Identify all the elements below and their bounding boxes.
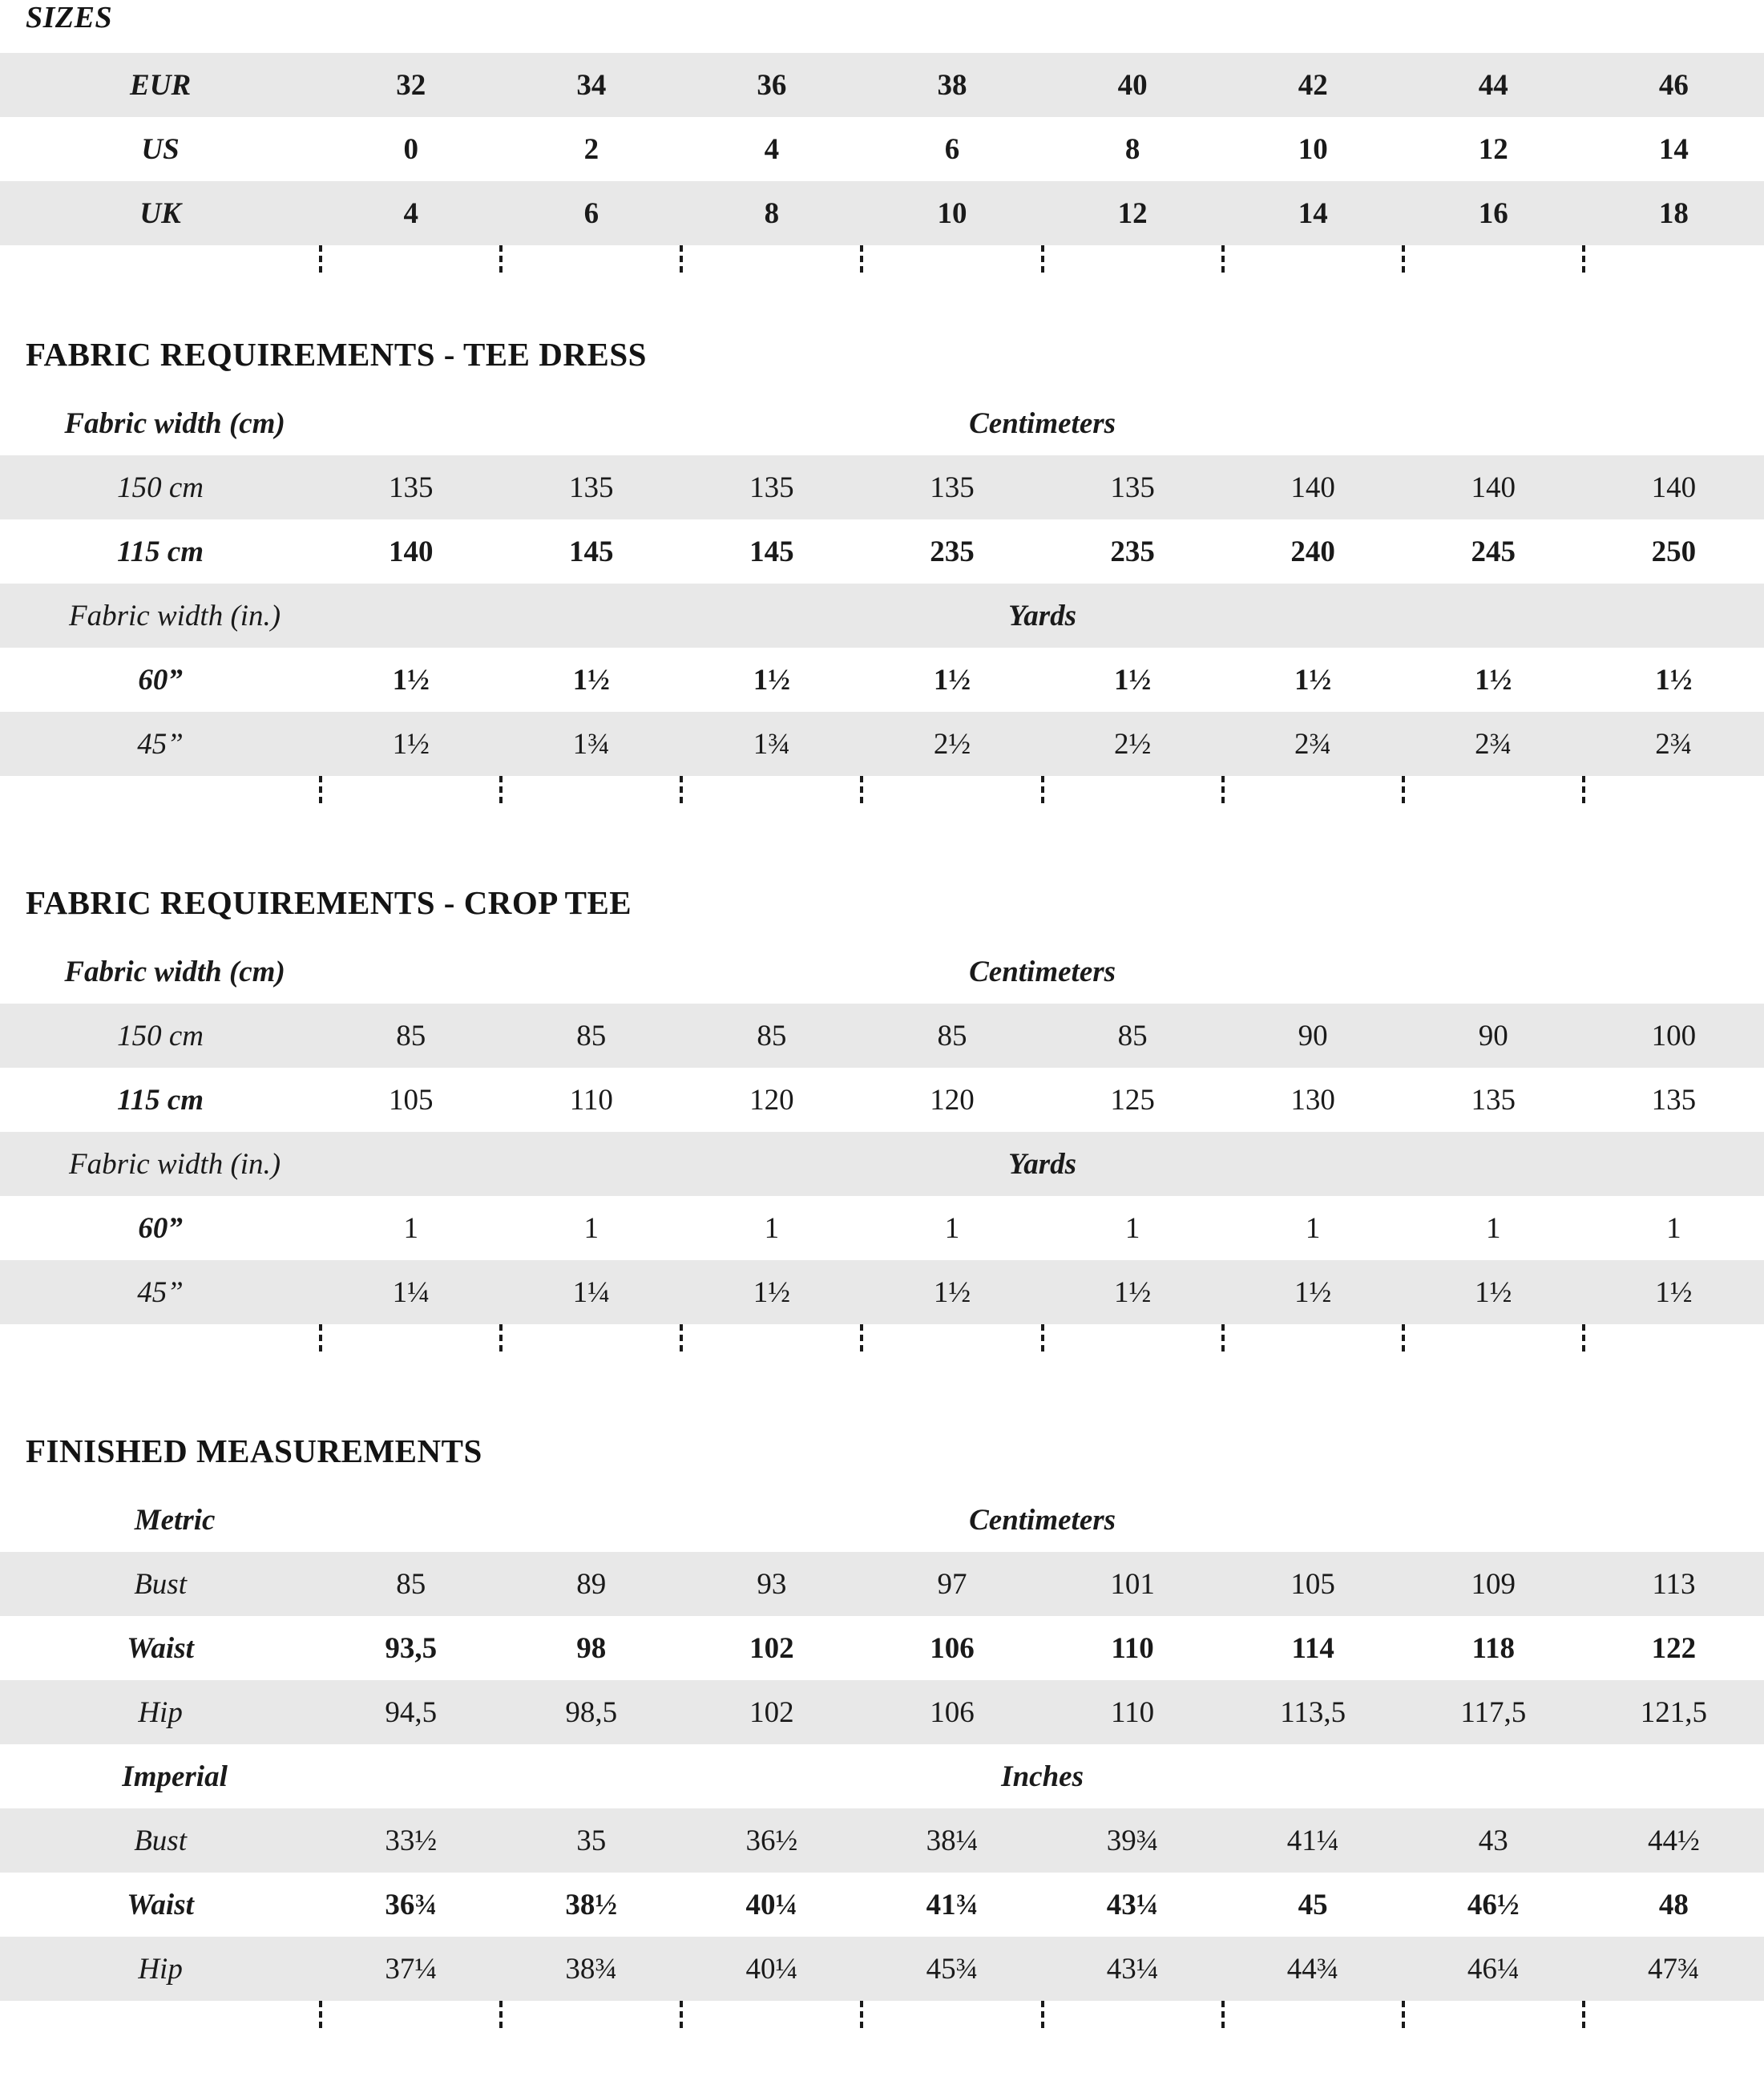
- cell: 102: [681, 1616, 862, 1680]
- row-label: Waist: [0, 1873, 321, 1937]
- cell: 140: [321, 519, 501, 584]
- row-label: Bust: [0, 1808, 321, 1873]
- tail-cell: [681, 1324, 862, 1352]
- row-label: UK: [0, 181, 321, 245]
- cell: 0: [321, 117, 501, 181]
- table-subhead-row: [0, 939, 1764, 1004]
- cell: 38¾: [501, 1937, 681, 2001]
- cell: 118: [1403, 1616, 1584, 1680]
- cell: 4: [321, 181, 501, 245]
- cell: 100: [1584, 1004, 1764, 1068]
- cell: 135: [321, 455, 501, 519]
- cell: 117,5: [1403, 1680, 1584, 1744]
- row-label: 45”: [0, 712, 321, 776]
- table-row: [0, 1196, 1764, 1260]
- cell: 1½: [1584, 648, 1764, 712]
- cell: 109: [1403, 1552, 1584, 1616]
- cell: 16: [1403, 181, 1584, 245]
- row-label: US: [0, 117, 321, 181]
- cell: 98: [501, 1616, 681, 1680]
- cell: 1½: [681, 648, 862, 712]
- cell: 90: [1223, 1004, 1403, 1068]
- cell: 135: [862, 455, 1042, 519]
- tail-cell: [1223, 1324, 1403, 1352]
- cell: 2½: [862, 712, 1042, 776]
- cell: 2½: [1043, 712, 1223, 776]
- fabric-crop-tee-table: [0, 939, 1764, 1352]
- cell: 1½: [321, 648, 501, 712]
- cell: 85: [321, 1004, 501, 1068]
- table-row: [0, 53, 1764, 117]
- cell: 35: [501, 1808, 681, 1873]
- cell: 105: [1223, 1552, 1403, 1616]
- cell: 135: [681, 455, 862, 519]
- tail-cell: [1403, 245, 1584, 273]
- cell: 34: [501, 53, 681, 117]
- cell: 40: [1043, 53, 1223, 117]
- cell: 36½: [681, 1808, 862, 1873]
- tail-cell: [1403, 2001, 1584, 2028]
- tail-cell: [1403, 776, 1584, 803]
- row-label: 115 cm: [0, 1068, 321, 1132]
- tail-cell: [501, 2001, 681, 2028]
- cell: 85: [862, 1004, 1042, 1068]
- row-label: 115 cm: [0, 519, 321, 584]
- cell: 140: [1403, 455, 1584, 519]
- tail-cell: [1584, 776, 1764, 803]
- subhead-unit: Yards: [321, 1132, 1764, 1196]
- cell: 6: [862, 117, 1042, 181]
- table-row: [0, 1937, 1764, 2001]
- table-row: [0, 1680, 1764, 1744]
- cell: 120: [862, 1068, 1042, 1132]
- row-label: Waist: [0, 1616, 321, 1680]
- row-label: 150 cm: [0, 1004, 321, 1068]
- table-tail: [0, 245, 1764, 273]
- tail-cell: [501, 1324, 681, 1352]
- cell: 1¾: [501, 712, 681, 776]
- cell: 44¾: [1223, 1937, 1403, 2001]
- subhead-label: Fabric width (in.): [0, 1132, 321, 1196]
- cell: 42: [1223, 53, 1403, 117]
- table-row: [0, 1873, 1764, 1937]
- row-label: 60”: [0, 1196, 321, 1260]
- cell: 38½: [501, 1873, 681, 1937]
- cell: 41¾: [862, 1873, 1042, 1937]
- cell: 8: [1043, 117, 1223, 181]
- tail-cell: [862, 776, 1042, 803]
- cell: 1½: [1223, 1260, 1403, 1324]
- cell: 140: [1223, 455, 1403, 519]
- tail-cell: [1584, 245, 1764, 273]
- cell: 1: [501, 1196, 681, 1260]
- cell: 41¼: [1223, 1808, 1403, 1873]
- cell: 10: [1223, 117, 1403, 181]
- subhead-label: Fabric width (cm): [0, 391, 321, 455]
- cell: 85: [681, 1004, 862, 1068]
- cell: 36: [681, 53, 862, 117]
- cell: 98,5: [501, 1680, 681, 1744]
- tail-cell: [1043, 2001, 1223, 2028]
- subhead-label: Metric: [0, 1488, 321, 1552]
- cell: 140: [1584, 455, 1764, 519]
- cell: 1½: [1043, 648, 1223, 712]
- cell: 85: [501, 1004, 681, 1068]
- tail-cell: [321, 2001, 501, 2028]
- cell: 36¾: [321, 1873, 501, 1937]
- cell: 8: [681, 181, 862, 245]
- subhead-unit: Yards: [321, 584, 1764, 648]
- cell: 37¼: [321, 1937, 501, 2001]
- tail-cell: [501, 776, 681, 803]
- table-row: [0, 1616, 1764, 1680]
- cell: 114: [1223, 1616, 1403, 1680]
- cell: 12: [1043, 181, 1223, 245]
- cell: 85: [1043, 1004, 1223, 1068]
- subhead-unit: Centimeters: [321, 391, 1764, 455]
- cell: 1½: [862, 1260, 1042, 1324]
- table-subhead-row: [0, 391, 1764, 455]
- row-label: Hip: [0, 1937, 321, 2001]
- tail-cell: [0, 1324, 321, 1352]
- cell: 102: [681, 1680, 862, 1744]
- cell: 101: [1043, 1552, 1223, 1616]
- cell: 1: [862, 1196, 1042, 1260]
- cell: 1½: [1403, 1260, 1584, 1324]
- cell: 1: [1584, 1196, 1764, 1260]
- cell: 2¾: [1403, 712, 1584, 776]
- subhead-label: Fabric width (in.): [0, 584, 321, 648]
- cell: 44: [1403, 53, 1584, 117]
- table-tail: [0, 2001, 1764, 2028]
- section-title-sizes: SIZES: [26, 1, 113, 34]
- cell: 1½: [681, 1260, 862, 1324]
- subhead-unit: Centimeters: [321, 939, 1764, 1004]
- cell: 235: [1043, 519, 1223, 584]
- cell: 110: [1043, 1680, 1223, 1744]
- table-row: [0, 455, 1764, 519]
- fabric-tee-dress-table: [0, 391, 1764, 803]
- tail-cell: [321, 1324, 501, 1352]
- cell: 2¾: [1223, 712, 1403, 776]
- cell: 106: [862, 1680, 1042, 1744]
- cell: 1: [1043, 1196, 1223, 1260]
- cell: 40¼: [681, 1873, 862, 1937]
- cell: 240: [1223, 519, 1403, 584]
- cell: 90: [1403, 1004, 1584, 1068]
- cell: 48: [1584, 1873, 1764, 1937]
- cell: 1½: [1403, 648, 1584, 712]
- cell: 1½: [862, 648, 1042, 712]
- cell: 1½: [501, 648, 681, 712]
- tail-cell: [1043, 1324, 1223, 1352]
- cell: 94,5: [321, 1680, 501, 1744]
- cell: 250: [1584, 519, 1764, 584]
- tail-cell: [1043, 245, 1223, 273]
- tail-cell: [1223, 776, 1403, 803]
- cell: 12: [1403, 117, 1584, 181]
- cell: 14: [1584, 117, 1764, 181]
- cell: 32: [321, 53, 501, 117]
- cell: 33½: [321, 1808, 501, 1873]
- section-title-fabric-tee-dress: FABRIC REQUIREMENTS - TEE DRESS: [26, 336, 647, 373]
- table-row: [0, 648, 1764, 712]
- cell: 1¼: [321, 1260, 501, 1324]
- cell: 135: [1403, 1068, 1584, 1132]
- cell: 120: [681, 1068, 862, 1132]
- cell: 235: [862, 519, 1042, 584]
- tail-cell: [862, 245, 1042, 273]
- cell: 1: [681, 1196, 862, 1260]
- tail-cell: [681, 2001, 862, 2028]
- tail-cell: [1584, 2001, 1764, 2028]
- cell: 105: [321, 1068, 501, 1132]
- cell: 245: [1403, 519, 1584, 584]
- cell: 1½: [1043, 1260, 1223, 1324]
- section-title-finished-measurements: FINISHED MEASUREMENTS: [26, 1432, 482, 1469]
- cell: 14: [1223, 181, 1403, 245]
- table-subhead-row: [0, 1132, 1764, 1196]
- sizes-table: [0, 53, 1764, 273]
- cell: 122: [1584, 1616, 1764, 1680]
- cell: 39¾: [1043, 1808, 1223, 1873]
- cell: 113: [1584, 1552, 1764, 1616]
- cell: 6: [501, 181, 681, 245]
- tail-cell: [0, 245, 321, 273]
- tail-cell: [681, 776, 862, 803]
- tail-cell: [321, 776, 501, 803]
- tail-cell: [1223, 245, 1403, 273]
- cell: 10: [862, 181, 1042, 245]
- finished-measurements-table: [0, 1488, 1764, 2028]
- cell: 97: [862, 1552, 1042, 1616]
- cell: 40¼: [681, 1937, 862, 2001]
- cell: 45¾: [862, 1937, 1042, 2001]
- cell: 1: [1403, 1196, 1584, 1260]
- cell: 113,5: [1223, 1680, 1403, 1744]
- tail-cell: [1584, 1324, 1764, 1352]
- cell: 89: [501, 1552, 681, 1616]
- section-title-fabric-crop-tee: FABRIC REQUIREMENTS - CROP TEE: [26, 884, 632, 921]
- table-row: [0, 519, 1764, 584]
- cell: 43¼: [1043, 1937, 1223, 2001]
- cell: 45: [1223, 1873, 1403, 1937]
- cell: 46½: [1403, 1873, 1584, 1937]
- cell: 110: [501, 1068, 681, 1132]
- cell: 85: [321, 1552, 501, 1616]
- row-label: 60”: [0, 648, 321, 712]
- cell: 145: [681, 519, 862, 584]
- cell: 2: [501, 117, 681, 181]
- row-label: Hip: [0, 1680, 321, 1744]
- table-row: [0, 1068, 1764, 1132]
- table-row: [0, 181, 1764, 245]
- tail-cell: [1403, 1324, 1584, 1352]
- table-row: [0, 1552, 1764, 1616]
- table-row: [0, 712, 1764, 776]
- cell: 47¾: [1584, 1937, 1764, 2001]
- table-tail: [0, 1324, 1764, 1352]
- cell: 93,5: [321, 1616, 501, 1680]
- cell: 93: [681, 1552, 862, 1616]
- table-subhead-row: [0, 1488, 1764, 1552]
- cell: 46: [1584, 53, 1764, 117]
- cell: 4: [681, 117, 862, 181]
- table-row: [0, 1260, 1764, 1324]
- tail-cell: [1223, 2001, 1403, 2028]
- cell: 125: [1043, 1068, 1223, 1132]
- subhead-unit: Centimeters: [321, 1488, 1764, 1552]
- subhead-unit: Inches: [321, 1744, 1764, 1808]
- cell: 135: [501, 455, 681, 519]
- cell: 121,5: [1584, 1680, 1764, 1744]
- cell: 1: [1223, 1196, 1403, 1260]
- row-label: 45”: [0, 1260, 321, 1324]
- row-label: Bust: [0, 1552, 321, 1616]
- table-subhead-row: [0, 1744, 1764, 1808]
- cell: 145: [501, 519, 681, 584]
- cell: 106: [862, 1616, 1042, 1680]
- row-label: EUR: [0, 53, 321, 117]
- cell: 1½: [1223, 648, 1403, 712]
- tail-cell: [862, 2001, 1042, 2028]
- cell: 38¼: [862, 1808, 1042, 1873]
- tail-cell: [501, 245, 681, 273]
- row-label: 150 cm: [0, 455, 321, 519]
- table-row: [0, 117, 1764, 181]
- tail-cell: [321, 245, 501, 273]
- subhead-label: Imperial: [0, 1744, 321, 1808]
- tail-cell: [0, 2001, 321, 2028]
- cell: 18: [1584, 181, 1764, 245]
- table-row: [0, 1808, 1764, 1873]
- cell: 1½: [1584, 1260, 1764, 1324]
- cell: 46¼: [1403, 1937, 1584, 2001]
- tail-cell: [0, 776, 321, 803]
- cell: 2¾: [1584, 712, 1764, 776]
- cell: 1¼: [501, 1260, 681, 1324]
- cell: 43¼: [1043, 1873, 1223, 1937]
- cell: 44½: [1584, 1808, 1764, 1873]
- tail-cell: [681, 245, 862, 273]
- table-subhead-row: [0, 584, 1764, 648]
- table-row: [0, 1004, 1764, 1068]
- cell: 1: [321, 1196, 501, 1260]
- cell: 1¾: [681, 712, 862, 776]
- tail-cell: [862, 1324, 1042, 1352]
- tail-cell: [1043, 776, 1223, 803]
- cell: 38: [862, 53, 1042, 117]
- cell: 1½: [321, 712, 501, 776]
- table-tail: [0, 776, 1764, 803]
- cell: 43: [1403, 1808, 1584, 1873]
- cell: 135: [1584, 1068, 1764, 1132]
- cell: 135: [1043, 455, 1223, 519]
- cell: 110: [1043, 1616, 1223, 1680]
- subhead-label: Fabric width (cm): [0, 939, 321, 1004]
- cell: 130: [1223, 1068, 1403, 1132]
